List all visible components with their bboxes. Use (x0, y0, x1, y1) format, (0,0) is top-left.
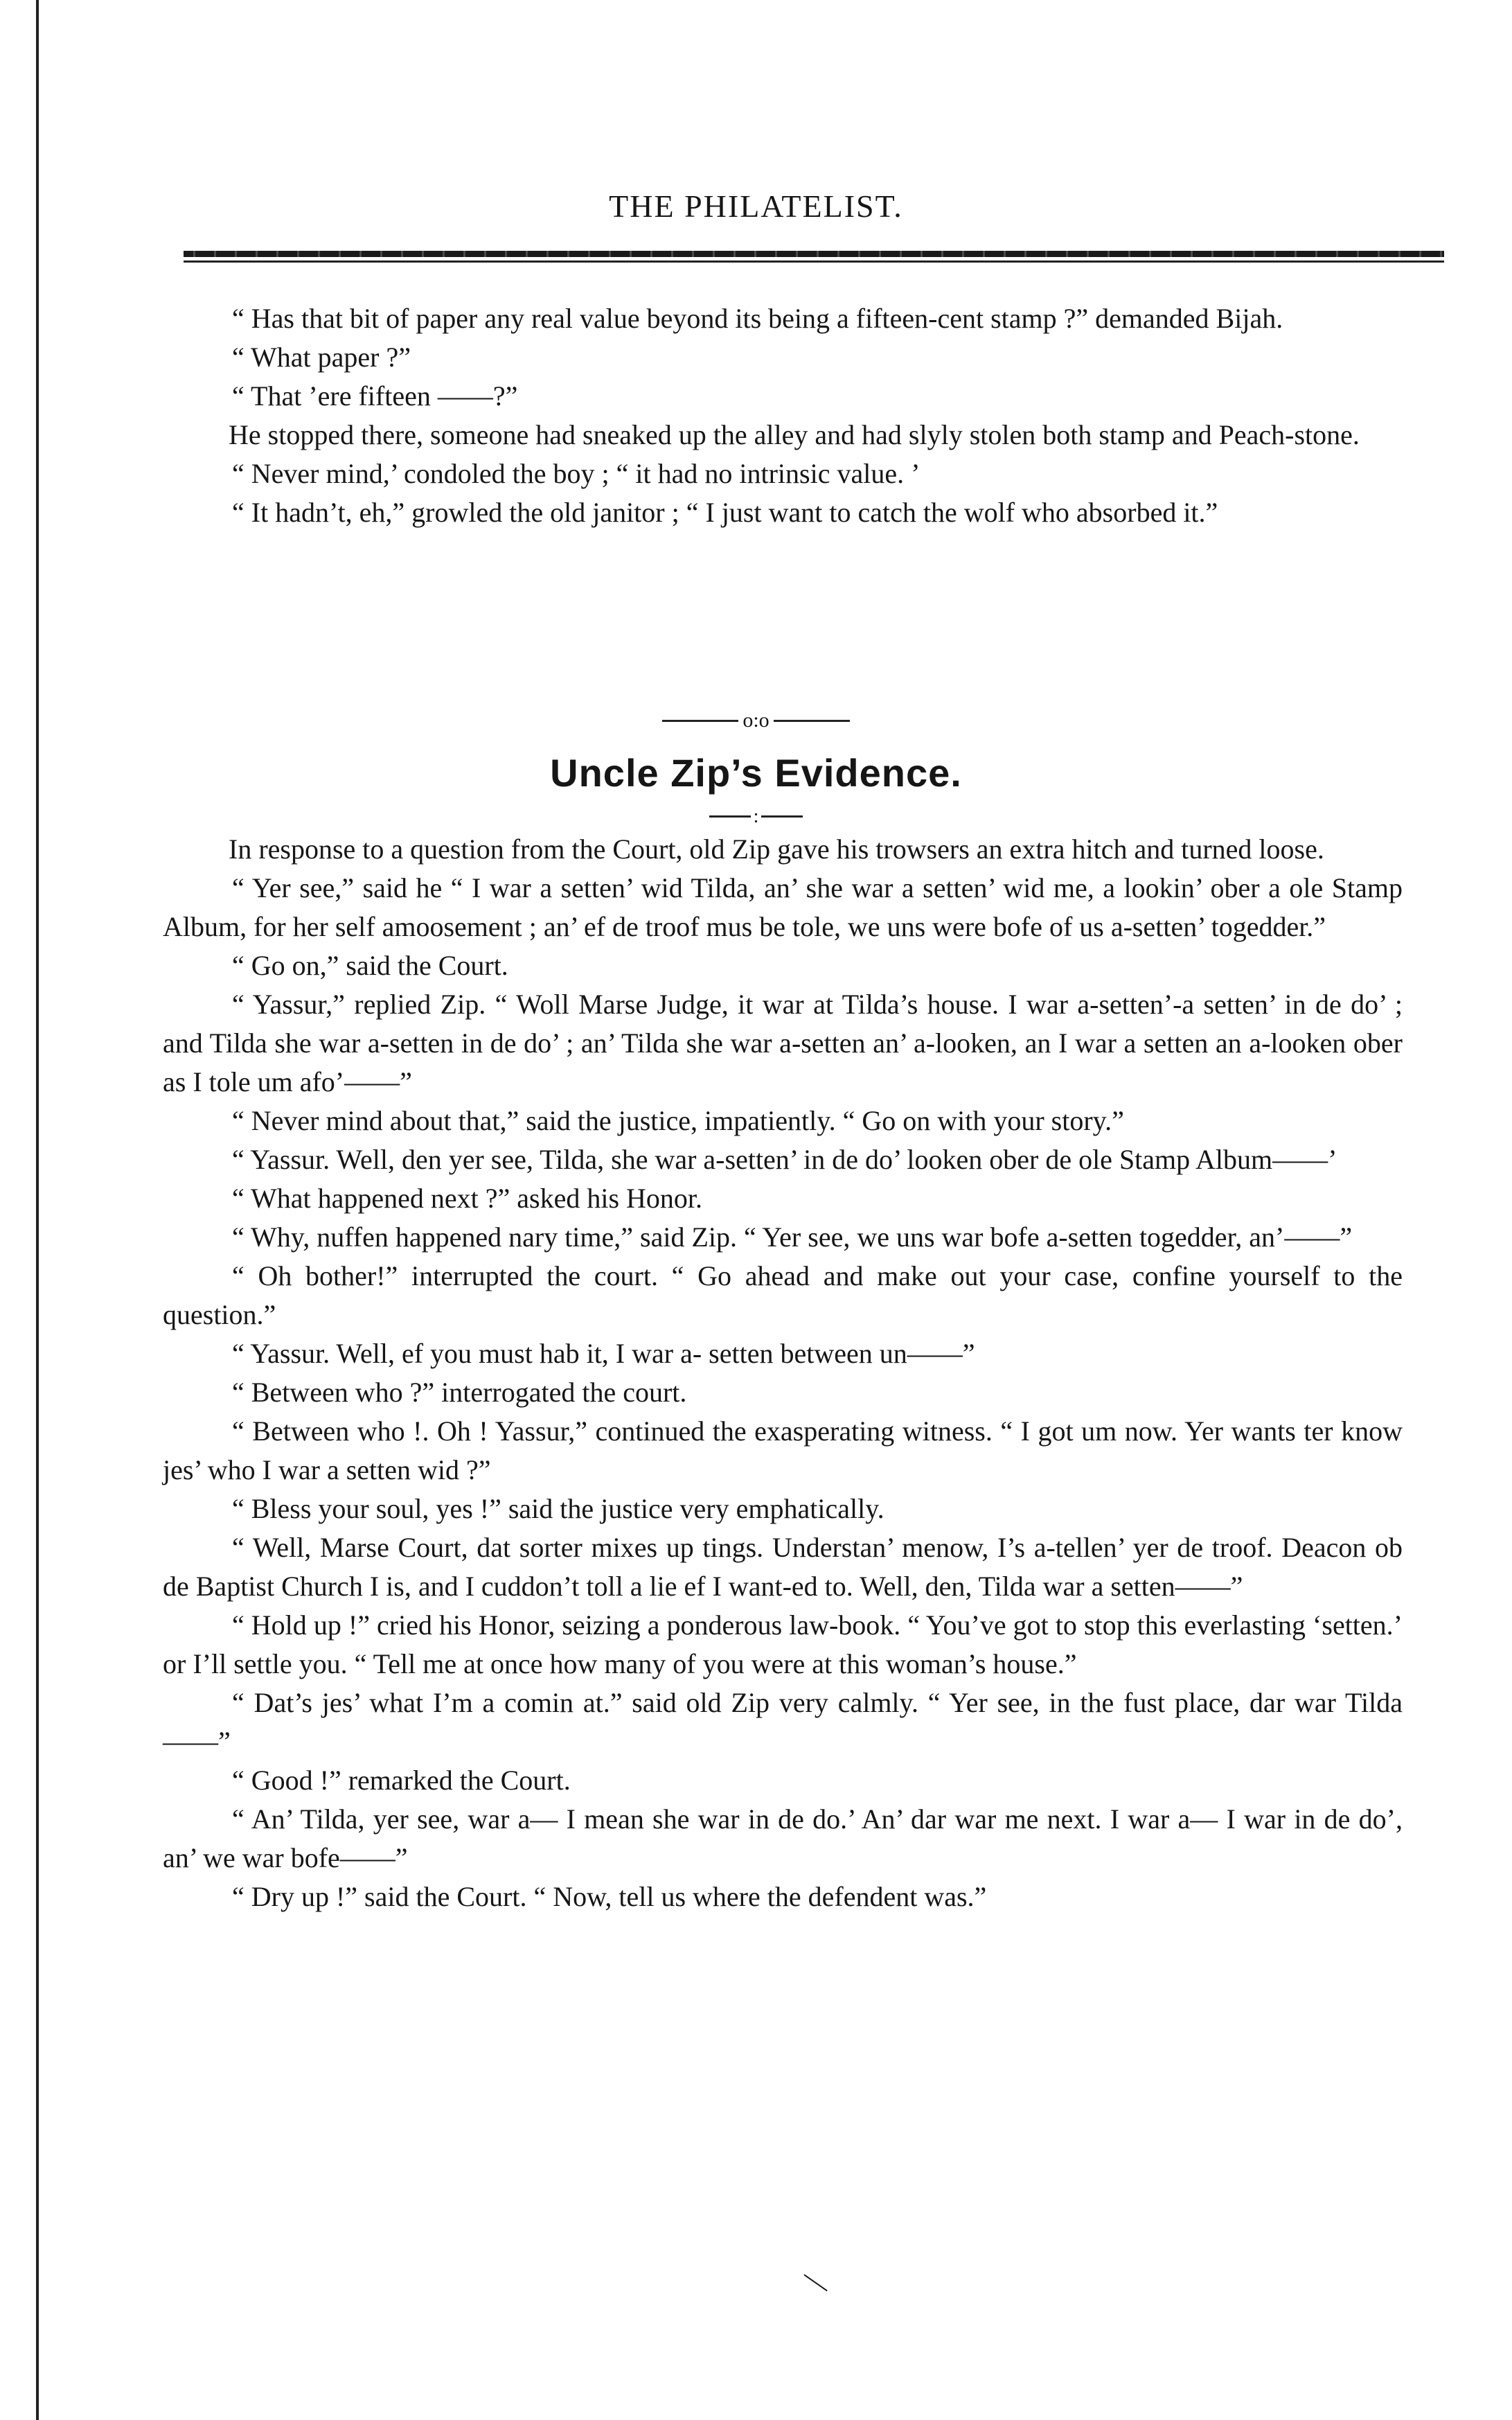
paragraph: “ Yassur,” replied Zip. “ Woll Marse Judge, it war at Tilda’s house. I war a-setten’-a setten’ in de do’ ; and Tilda she war a-setten in de do’ ; an’ Tilda she war a-setten an’ a-looken, an I war a setten an a-looken ober as I tole um afo’——” (163, 989, 1403, 1097)
paragraph: “ Never mind,’ condoled the boy ; “ it had no intrinsic value. ’ (232, 458, 920, 489)
paragraph: “ What happened next ?” asked his Honor. (232, 1183, 703, 1214)
paragraph: “ Dat’s jes’ what I’m a comin at.” said old Zip very calmly. “ Yer see, in the fust place, dar war Tilda——” (163, 1687, 1403, 1757)
ink-blot-mark: — (797, 2259, 838, 2302)
section-heading: Uncle Zip’s Evidence. (550, 751, 962, 795)
separator-dash (709, 815, 751, 818)
paragraph: “ Dry up !” said the Court. “ Now, tell us where the defendent was.” (232, 1881, 987, 1912)
paragraph: “ An’ Tilda, yer see, war a— I mean she war in de do.’ An’ dar war me next. I war a— I war in de do’, an’ we war bofe——” (163, 1803, 1403, 1873)
binding-edge-line (36, 0, 39, 2420)
paragraph: In response to a question from the Court, old Zip gave his trowsers an extra hitch and turned loose. (229, 833, 1324, 865)
paragraph: “ Why, nuffen happened nary time,” said Zip. “ Yer see, we uns war bofe a-setten togedder, an’——” (232, 1221, 1353, 1253)
paragraph: “ Oh bother!” interrupted the court. “ Go ahead and make out your case, confine yourself to the question.” (163, 1260, 1403, 1330)
separator-dash (774, 720, 850, 722)
header-rule-thin (184, 260, 1444, 263)
paragraph: “ Between who ?” interrogated the court. (232, 1377, 687, 1408)
paragraph: “ Good !” remarked the Court. (232, 1765, 571, 1796)
paragraph: “ Yassur. Well, ef you must hab it, I war a- setten between un——” (232, 1338, 975, 1369)
opening-text-block (163, 299, 1403, 532)
paragraph: “ Yassur. Well, den yer see, Tilda, she war a-setten’ in de do’ looken ober de ole Stamp Album——’ (232, 1144, 1337, 1175)
paragraph: He stopped there, someone had sneaked up the alley and had slyly stolen both stamp and Peach-stone. (229, 419, 1360, 450)
paragraph: “ Never mind about that,” said the justice, impatiently. “ Go on with your story.” (232, 1105, 1124, 1136)
separator-dash (761, 815, 803, 818)
header-rule-thick (184, 251, 1444, 257)
paragraph: “ Hold up !” cried his Honor, seizing a ponderous law-book. “ You’ve got to stop this everlasting ‘setten.’ or I’ll settle you. “ Tell me at once how many of you were at this woman’s house.” (163, 1609, 1403, 1679)
separator-dash (662, 720, 738, 722)
separator-symbol: o:o (742, 709, 770, 732)
running-header-title: THE PHILATELIST. (609, 188, 903, 224)
paragraph: “ Has that bit of paper any real value beyond its being a fifteen-cent stamp ?” demanded Bijah. (232, 303, 1283, 334)
header-double-rule (184, 251, 1444, 263)
paragraph: “ What paper ?” (232, 342, 411, 373)
section-separator (0, 705, 1512, 734)
paragraph: “ Go on,” said the Court. (232, 950, 508, 981)
paragraph: “ It hadn’t, eh,” growled the old janitor ; “ I just want to catch the wolf who absorbed it.” (232, 497, 1218, 528)
paragraph: “ Well, Marse Court, dat sorter mixes up tings. Understan’ menow, I’s a-tellen’ yer de troof. Deacon ob de Baptist Church I is, and I cuddon’t toll a lie ef I want-ed to. Well, den, Tilda war a setten——” (163, 1532, 1403, 1602)
paragraph: “ Yer see,” said he “ I war a setten’ wid Tilda, an’ she war a setten’ wid me, a lookin’ ober a ole Stamp Album, for her self amoosement ; an’ ef de troof mus be tole, we uns were bofe of us a-setten’ togedder.” (163, 872, 1403, 942)
paragraph: “ Bless your soul, yes !” said the justice very emphatically. (232, 1493, 884, 1524)
paragraph: “ That ’ere fifteen ——?” (232, 380, 518, 412)
story-text-block (163, 830, 1403, 1916)
paragraph: “ Between who !. Oh ! Yassur,” continued the exasperating witness. “ I got um now. Yer wants ter know jes’ who I war a setten wid ?” (163, 1415, 1403, 1485)
separator-symbol: : (753, 805, 759, 827)
heading-separator (0, 805, 1512, 827)
